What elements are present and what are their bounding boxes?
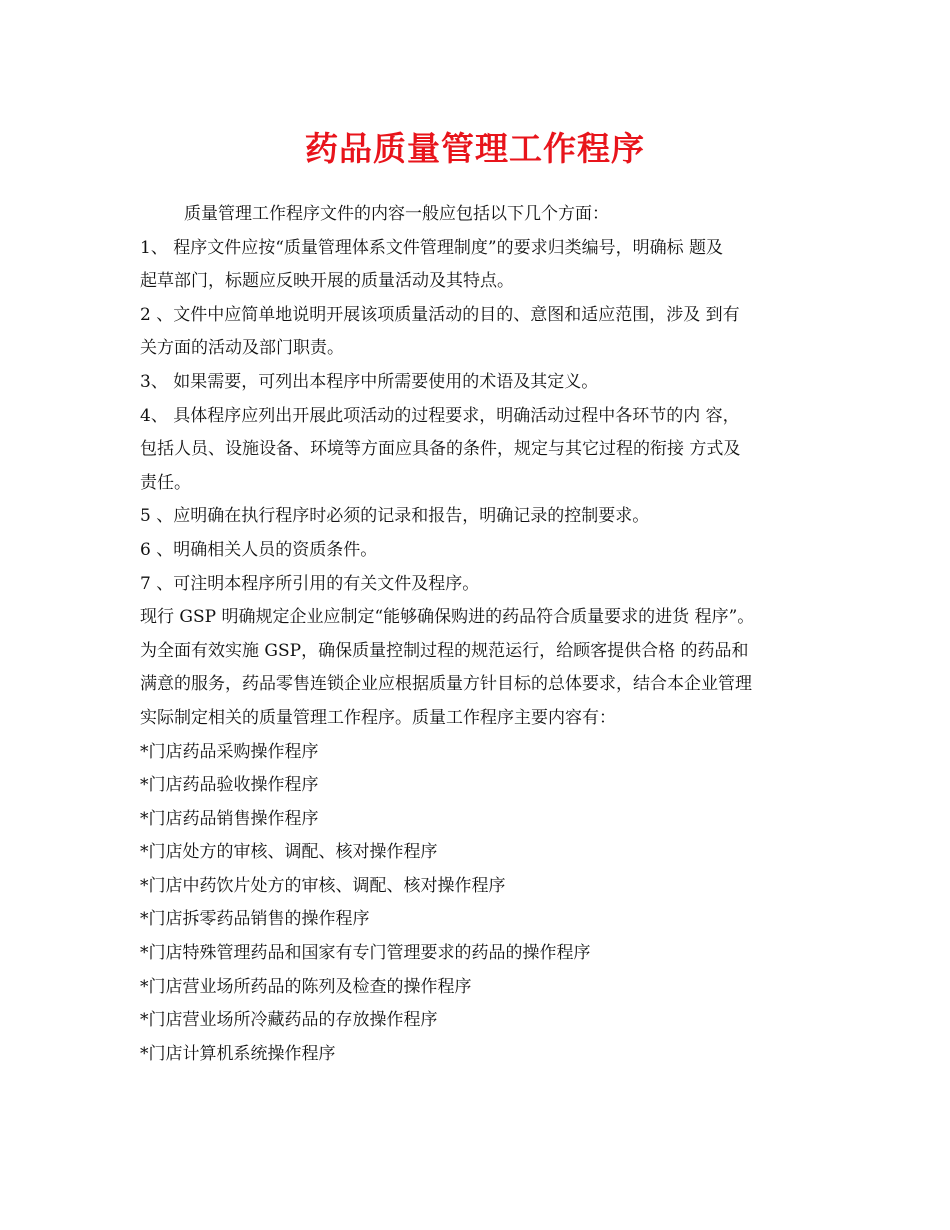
bullet-item: *门店处方的审核、调配、核对操作程序 — [140, 842, 438, 863]
bullet-item: *门店营业场所冷藏药品的存放操作程序 — [140, 1010, 438, 1031]
bullet-item: *门店计算机系统操作程序 — [140, 1043, 336, 1064]
document-body — [140, 198, 820, 1071]
list-item-4-cont: 责任。 — [140, 472, 191, 493]
paragraph-line: 为全面有效实施 GSP，确保质量控制过程的规范运行，给顾客提供合格 的药品和 — [140, 640, 749, 661]
paragraph-line: 满意的服务，药品零售连锁企业应根据质量方针目标的总体要求，结合本企业管理 — [140, 674, 752, 695]
bullet-item: *门店特殊管理药品和国家有专门管理要求的药品的操作程序 — [140, 943, 591, 964]
page-title: 药品质量管理工作程序 — [305, 129, 645, 168]
list-item-2: 2 、文件中应简单地说明开展该项质量活动的目的、意图和适应范围，涉及 到有 — [140, 304, 740, 325]
bullet-item: *门店药品验收操作程序 — [140, 775, 319, 796]
list-item-4: 4、 具体程序应列出开展此项活动的过程要求，明确活动过程中各环节的内 容， — [140, 405, 740, 426]
list-item-7: 7 、可注明本程序所引用的有关文件及程序。 — [140, 573, 480, 594]
paragraph-line: 实际制定相关的质量管理工作程序。质量工作程序主要内容有： — [140, 707, 616, 728]
list-item-2-cont: 关方面的活动及部门职责。 — [140, 338, 344, 359]
list-item-4-cont: 包括人员、设施设备、环境等方面应具备的条件，规定与其它过程的衔接 方式及 — [140, 439, 741, 460]
bullet-item: *门店药品采购操作程序 — [140, 741, 319, 762]
list-item-5: 5 、应明确在执行程序时必须的记录和报告，明确记录的控制要求。 — [140, 506, 650, 527]
paragraph-line: 现行 GSP 明确规定企业应制定“能够确保购进的药品符合质量要求的进货 程序”。 — [140, 607, 755, 628]
list-item-1: 1、 程序文件应按“质量管理体系文件管理制度”的要求归类编号，明确标 题及 — [140, 237, 724, 258]
bullet-item: *门店拆零药品销售的操作程序 — [140, 909, 370, 930]
bullet-item: *门店中药饮片处方的审核、调配、核对操作程序 — [140, 875, 506, 896]
list-item-6: 6 、明确相关人员的资质条件。 — [140, 539, 378, 560]
list-item-3: 3、 如果需要，可列出本程序中所需要使用的术语及其定义。 — [140, 371, 599, 392]
bullet-item: *门店营业场所药品的陈列及检查的操作程序 — [140, 976, 472, 997]
bullet-item: *门店药品销售操作程序 — [140, 808, 319, 829]
list-item-1-cont: 起草部门，标题应反映开展的质量活动及其特点。 — [140, 271, 514, 292]
intro-line: 质量管理工作程序文件的内容一般应包括以下几个方面： — [184, 204, 609, 224]
